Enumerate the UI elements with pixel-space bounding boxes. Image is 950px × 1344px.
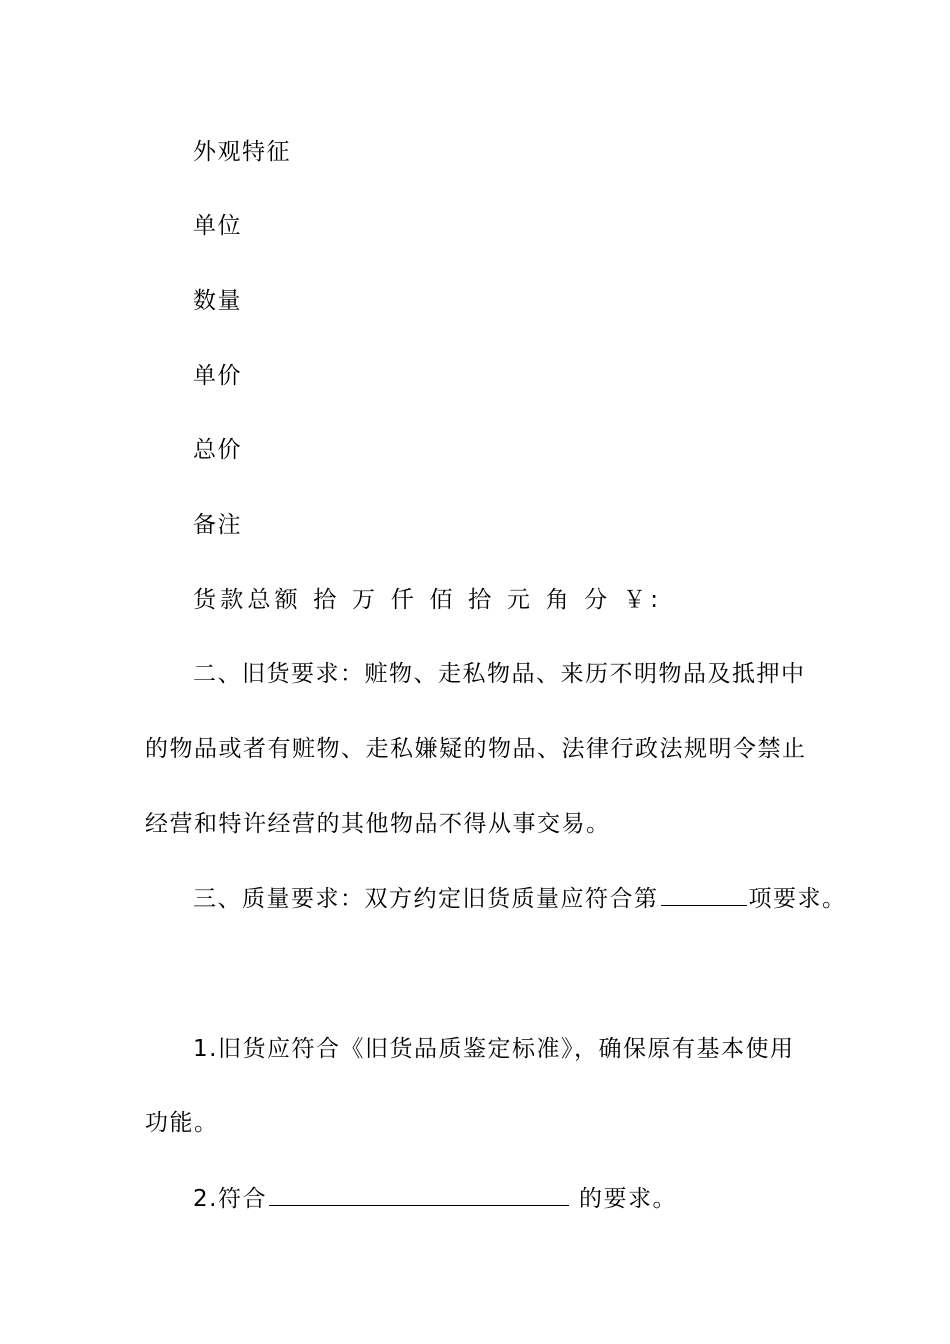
field-unit: 单位 bbox=[193, 213, 242, 239]
total-amount-line: 货款总额 拾 万 仟 佰 拾 元 角 分 ￥: bbox=[193, 587, 663, 613]
item2-blank bbox=[269, 1183, 569, 1206]
item2-text-before: 2.符合 bbox=[193, 1186, 267, 1212]
section3-line bbox=[193, 883, 847, 914]
field-quantity: 数量 bbox=[193, 288, 242, 314]
field-unit-price: 单价 bbox=[193, 363, 242, 389]
section3-blank bbox=[661, 883, 747, 906]
section2-line2: 的物品或者有赃物、走私嫌疑的物品、法律行政法规明令禁止 bbox=[145, 736, 807, 762]
field-remarks: 备注 bbox=[193, 512, 242, 538]
item1-line2: 功能。 bbox=[145, 1110, 219, 1136]
section2-line1: 二、旧货要求：赃物、走私物品、来历不明物品及抵押中 bbox=[193, 661, 806, 687]
section2-line3: 经营和特许经营的其他物品不得从事交易。 bbox=[145, 811, 611, 837]
item2-line bbox=[193, 1183, 677, 1214]
section3-text-after: 项要求。 bbox=[748, 886, 847, 912]
field-appearance: 外观特征 bbox=[193, 139, 291, 165]
item1-line1: 1.旧货应符合《旧货品质鉴定标准》，确保原有基本使用 bbox=[193, 1036, 795, 1062]
field-total-price: 总价 bbox=[193, 437, 242, 463]
item2-text-after: 的要求。 bbox=[578, 1186, 677, 1212]
section3-text-before: 三、质量要求：双方约定旧货质量应符合第 bbox=[193, 886, 659, 912]
